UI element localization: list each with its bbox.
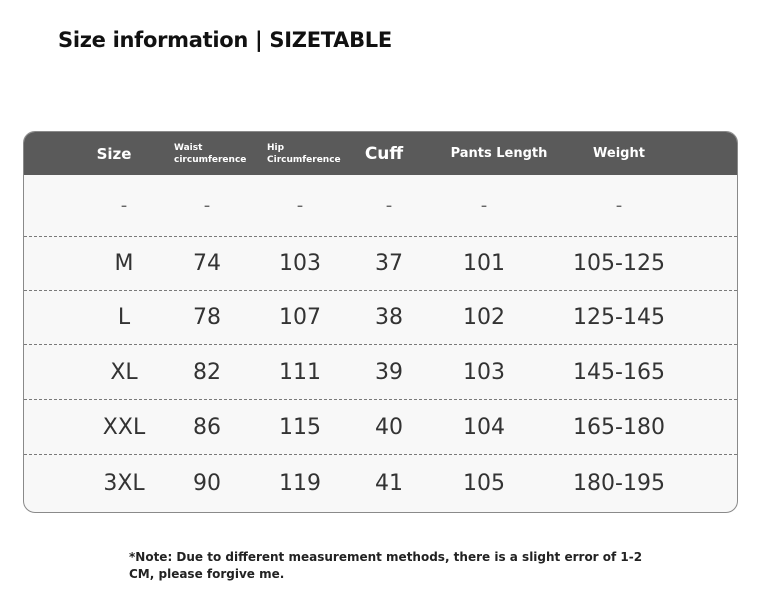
cell-cuff: 38 xyxy=(375,305,403,330)
cell-waist: 82 xyxy=(193,359,221,385)
cell-size: L xyxy=(117,305,131,330)
measurement-note: *Note: Due to different measurement methods, there is a slight error of 1-2 CM, please forgive me. xyxy=(129,550,643,581)
cell-hip: 119 xyxy=(279,471,321,496)
cell-weight: 145-165 xyxy=(573,359,665,385)
cell-size: - xyxy=(120,195,128,216)
size-table xyxy=(23,131,738,513)
header-pants-length: Pants Length xyxy=(450,146,548,161)
cell-weight: 125-145 xyxy=(573,305,665,330)
table-row xyxy=(24,290,737,344)
cell-pants-length: - xyxy=(480,195,488,216)
table-row xyxy=(24,344,737,399)
table-row xyxy=(24,236,737,290)
table-row xyxy=(24,175,737,236)
cell-cuff: - xyxy=(385,195,393,216)
cell-cuff: 37 xyxy=(375,251,403,276)
cell-size: 3XL xyxy=(103,471,145,496)
cell-waist: - xyxy=(203,195,211,216)
page-title: Size information | SIZETABLE xyxy=(58,28,392,52)
cell-hip: 115 xyxy=(279,414,321,440)
table-header xyxy=(24,132,737,175)
cell-size: XXL xyxy=(102,414,146,440)
cell-weight: 180-195 xyxy=(573,471,665,496)
cell-weight: - xyxy=(615,195,623,216)
cell-weight: 105-125 xyxy=(573,251,665,276)
cell-hip: 107 xyxy=(279,305,321,330)
cell-waist: 78 xyxy=(193,305,221,330)
cell-waist: 74 xyxy=(193,251,221,276)
header-hip: Hip Circumference xyxy=(267,142,341,165)
cell-pants-length: 103 xyxy=(463,359,505,385)
cell-cuff: 39 xyxy=(375,359,403,385)
table-row xyxy=(24,454,737,512)
cell-pants-length: 105 xyxy=(463,471,505,496)
cell-hip: 103 xyxy=(279,251,321,276)
cell-hip: 111 xyxy=(279,359,321,385)
header-cuff: Cuff xyxy=(364,143,404,164)
cell-weight: 165-180 xyxy=(573,414,665,440)
header-size: Size xyxy=(96,144,132,163)
cell-waist: 86 xyxy=(193,414,221,440)
cell-waist: 90 xyxy=(193,471,221,496)
cell-cuff: 40 xyxy=(375,414,403,440)
cell-pants-length: 102 xyxy=(463,305,505,330)
table-row xyxy=(24,399,737,454)
cell-pants-length: 104 xyxy=(463,414,505,440)
cell-size: XL xyxy=(110,359,138,385)
header-weight: Weight xyxy=(593,146,645,161)
cell-size: M xyxy=(114,251,134,276)
cell-cuff: 41 xyxy=(375,471,403,496)
cell-hip: - xyxy=(296,195,304,216)
header-waist: Waist circumference xyxy=(174,142,247,165)
cell-pants-length: 101 xyxy=(463,251,505,276)
